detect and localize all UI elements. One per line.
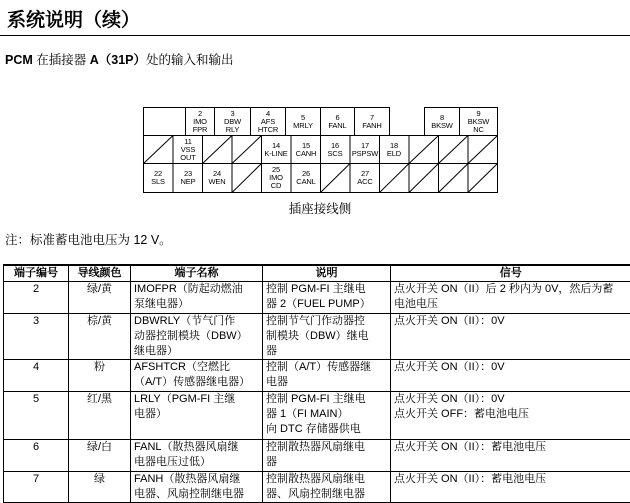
pin-signal-name: WEN — [208, 178, 225, 186]
pin-number: 16 — [331, 142, 339, 150]
pin-number: 27 — [361, 170, 369, 178]
table-row — [4, 360, 630, 392]
terminal-number: 4 — [4, 360, 69, 392]
header-terminal-number: 端子编号 — [4, 265, 69, 282]
pin-signal-name: CANL — [296, 178, 315, 186]
pin-label — [291, 135, 321, 164]
table-row — [4, 282, 630, 314]
pin-signal-name: CANH — [296, 150, 317, 158]
pin-label — [424, 107, 460, 136]
connector-diagram — [143, 107, 499, 194]
section-heading-part: 在插接器 — [33, 53, 90, 67]
table-row — [4, 392, 630, 440]
unused-cavity-slash — [439, 164, 469, 193]
wire-color: 粉 — [69, 360, 131, 392]
section-heading — [5, 52, 234, 68]
header-description: 说明 — [263, 265, 391, 282]
description: 控制散热器风扇继电 器、风扇控制继电器 — [263, 472, 391, 503]
wire-color: 绿 — [69, 472, 131, 503]
pin-signal-name: IMO CD — [269, 174, 283, 190]
pin-number: 6 — [335, 114, 339, 122]
table-row — [4, 314, 630, 360]
pin-label — [320, 135, 350, 164]
terminal-number: 2 — [4, 282, 69, 314]
wire-color: 绿/黄 — [69, 282, 131, 314]
unused-cavity-slash — [409, 164, 439, 193]
pin-signal-name: VSS OUT — [180, 146, 195, 162]
pin-label — [320, 107, 355, 136]
pin-signal-name: FANL — [328, 122, 346, 130]
pin-signal-name: BKSW — [431, 122, 453, 130]
terminal-name: LRLY（PGM-FI 主继 电器） — [131, 392, 263, 440]
pin-number: 2 — [198, 110, 202, 118]
wire-color: 绿/白 — [69, 440, 131, 472]
unused-cavity-slash — [203, 136, 233, 164]
unused-cavity-slash — [380, 164, 410, 193]
pin-number: 9 — [476, 110, 480, 118]
pin-number: 5 — [301, 114, 305, 122]
terminal-number: 3 — [4, 314, 69, 360]
cavity-1 — [144, 108, 186, 136]
pin-label — [214, 107, 251, 136]
pin-signal-name: SLS — [151, 178, 165, 186]
signal: 点火开关 ON（II）：0V — [391, 314, 630, 360]
terminal-name: FANH（散热器风扇继 电器、风扇控制继电器 — [131, 472, 263, 503]
pin-label — [261, 163, 291, 193]
signal: 点火开关 ON（II）：0V 点火开关 OFF：蓄电池电压 — [391, 392, 630, 440]
terminal-number: 6 — [4, 440, 69, 472]
description: 控制散热器风扇继电 器 — [263, 440, 391, 472]
pin-label — [143, 163, 173, 193]
unused-cavity-slash — [468, 136, 498, 164]
pin-label — [350, 135, 380, 164]
wire-color: 红/黑 — [69, 392, 131, 440]
unused-cavity-slash — [232, 136, 262, 164]
pin-signal-name: MRLY — [293, 122, 313, 130]
pin-label — [285, 107, 321, 136]
pin-number: 3 — [230, 110, 234, 118]
unused-cavity-slash — [439, 136, 469, 164]
pin-signal-name: FANH — [362, 122, 381, 130]
terminal-name: DBWRLY（节气门作 动器控制模块（DBW） 继电器） — [131, 314, 263, 360]
section-heading-part: A（31P） — [90, 53, 146, 67]
header-wire-color: 导线颜色 — [69, 265, 131, 282]
pin-label — [354, 107, 390, 136]
pin-number: 8 — [440, 114, 444, 122]
section-heading-part: PCM — [5, 53, 33, 67]
pin-number: 26 — [302, 170, 310, 178]
pin-label — [173, 135, 203, 164]
connector-caption: 插座接线侧 — [280, 201, 360, 217]
pin-label — [202, 163, 232, 193]
table-header-row — [4, 265, 630, 282]
signal: 点火开关 ON（II）：0V — [391, 360, 630, 392]
pin-label — [459, 107, 498, 136]
pin-number: 15 — [302, 142, 310, 150]
description: 控制 PGM-FI 主继电 器 1（FI MAIN） 向 DTC 存储器供电 — [263, 392, 391, 440]
pin-label — [250, 107, 286, 136]
unused-cavity-slash — [468, 164, 498, 193]
pin-label — [291, 163, 321, 193]
description: 控制（A/T）传感器继 电器 — [263, 360, 391, 392]
pin-signal-name: SCS — [328, 150, 343, 158]
pin-number: 11 — [184, 138, 192, 146]
pin-number: 23 — [184, 170, 192, 178]
signal: 点火开关 ON（II）：蓄电池电压 — [391, 472, 630, 503]
pin-signal-name: AFS HTCR — [258, 118, 278, 134]
signal: 点火开关 ON（II）：蓄电池电压 — [391, 440, 630, 472]
pin-signal-name: DBW RLY — [224, 118, 241, 134]
pin-number: 22 — [154, 170, 162, 178]
terminal-name: FANL（散热器风扇继 电器电压过低） — [131, 440, 263, 472]
terminal-name: AFSHTCR（空燃比 （A/T）传感器继电器） — [131, 360, 263, 392]
page-title: 系统说明（续） — [7, 9, 140, 33]
pin-signal-name: IMO FPR — [193, 118, 208, 134]
table-row — [4, 472, 630, 503]
table-row — [4, 440, 630, 472]
pin-signal-name: ELD — [387, 150, 401, 158]
pin-number: 25 — [272, 166, 280, 174]
description: 控制 PGM-FI 主继电 器 2（FUEL PUMP） — [263, 282, 391, 314]
pin-signal-name: PSPSW — [352, 150, 378, 158]
unused-cavity-slash — [321, 164, 351, 193]
header-terminal-name: 端子名称 — [131, 265, 263, 282]
wire-color: 棕/黄 — [69, 314, 131, 360]
header-signal: 信号 — [391, 265, 630, 282]
section-heading-part: 处的输入和输出 — [146, 53, 234, 67]
unused-cavity-slash — [144, 136, 174, 164]
pin-signal-name: NEP — [181, 178, 196, 186]
unused-cavity-slash — [409, 136, 439, 164]
pin-number: 18 — [390, 142, 398, 150]
terminal-number: 5 — [4, 392, 69, 440]
pin-number: 7 — [370, 114, 374, 122]
pin-label — [185, 107, 215, 136]
pin-label — [261, 135, 291, 164]
pin-label — [350, 163, 380, 193]
pin-label — [379, 135, 409, 164]
pin-number: 17 — [361, 142, 369, 150]
pin-number: 4 — [266, 110, 270, 118]
title-divider — [0, 35, 630, 36]
voltage-note: 注：标准蓄电池电压为 12 V。 — [5, 232, 172, 248]
terminal-number: 7 — [4, 472, 69, 503]
pin-number: 24 — [213, 170, 221, 178]
pin-signal-name: BKSW NC — [468, 118, 490, 134]
pin-number: 14 — [272, 142, 280, 150]
description: 控制节气门作动器控 制模块（DBW）继电 器 — [263, 314, 391, 360]
pin-label — [173, 163, 203, 193]
terminal-table — [3, 264, 630, 503]
pin-signal-name: ACC — [357, 178, 372, 186]
pin-signal-name: K-LINE — [264, 150, 287, 158]
unused-cavity-slash — [232, 164, 262, 193]
terminal-name: IMOFPR（防起动燃油 泵继电器） — [131, 282, 263, 314]
signal: 点火开关 ON（II）后 2 秒内为 0V，然后为蓄 电池电压 — [391, 282, 630, 314]
